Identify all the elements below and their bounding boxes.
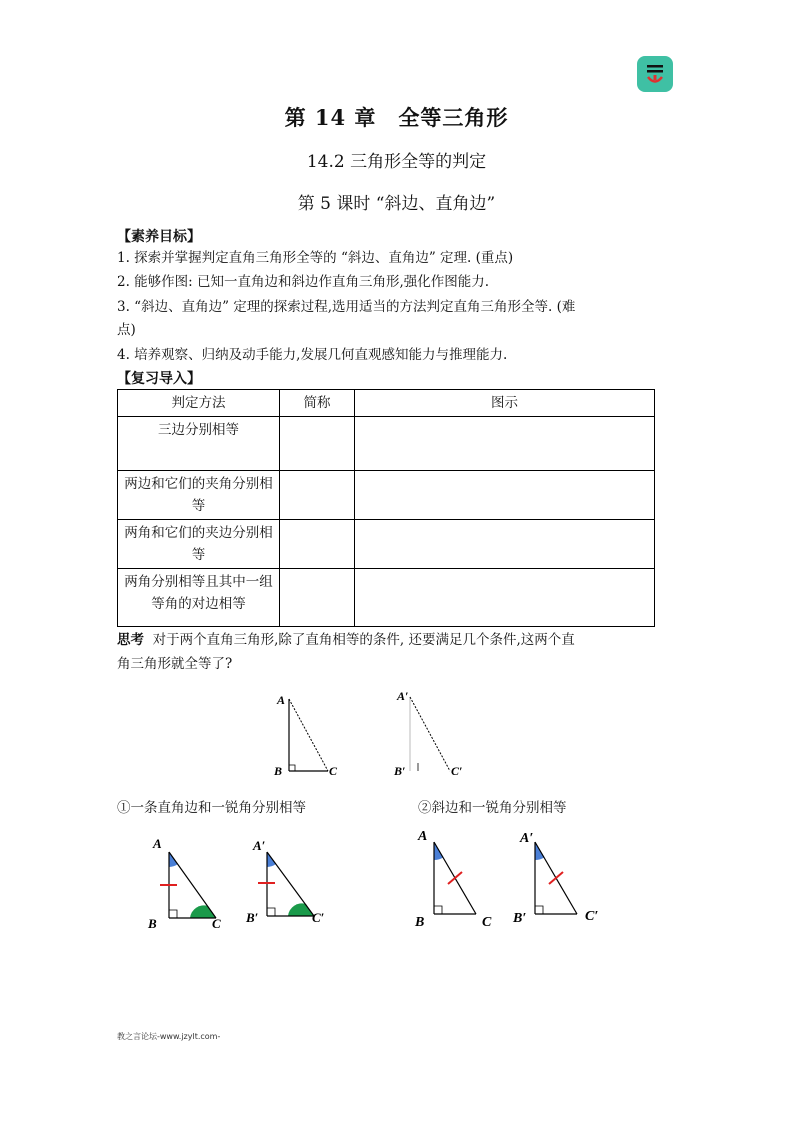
vertex-label-c: C: [329, 764, 338, 778]
table-cell: 两角分别相等且其中一组等角的对边相等: [118, 569, 280, 627]
case2-figure: [405, 822, 615, 932]
table-cell: [355, 417, 655, 471]
vertex-label-b: B: [415, 915, 425, 930]
table-cell: [355, 569, 655, 627]
vertex-label-b-prime: B′: [513, 911, 527, 926]
tick-mark: [448, 872, 462, 884]
goal-item: 2. 能够作图: 已知一直角边和斜边作直角三角形,强化作图能力.: [117, 274, 490, 290]
case1-triangle-abc: [147, 836, 221, 931]
think-label: 思考: [117, 632, 144, 648]
vertex-label-c-prime: C′: [451, 764, 463, 778]
vertex-label-b: B: [148, 916, 157, 931]
review-heading: 【复习导入】: [117, 371, 201, 387]
vertex-label-b-prime: B′: [394, 764, 406, 778]
triangle-pair-figure: [260, 685, 480, 780]
table-row: [118, 569, 655, 627]
table-cell: 三边分别相等: [118, 417, 280, 471]
think-text-line2: 角三角形就全等了?: [117, 656, 233, 672]
goal-item: 1. 探索并掌握判定直角三角形全等的 “斜边、直角边” 定理. (重点): [117, 250, 514, 266]
chapter-title: 第 14 章 全等三角形: [284, 105, 509, 130]
think-paragraph: [117, 629, 677, 651]
table-cell: 两角和它们的夹边分别相等: [118, 520, 280, 569]
column-header: 图示: [355, 390, 655, 417]
footer-text: 教之言论坛-www.jzylt.com-: [117, 1032, 221, 1041]
goal-item: 点): [117, 322, 136, 338]
case2-caption: ②斜边和一锐角分别相等: [418, 800, 567, 816]
case1-triangle-a2b2c2: [245, 838, 325, 925]
vertex-label-a: A: [277, 693, 286, 707]
case1-caption: ①一条直角边和一锐角分别相等: [117, 800, 306, 816]
column-header: 简称: [280, 390, 355, 417]
vertex-label-a: A: [153, 836, 162, 851]
table-cell: [280, 569, 355, 627]
vertex-label-b-prime: B′: [246, 910, 259, 925]
table-cell: [355, 471, 655, 520]
table-row: [118, 471, 655, 520]
section-title: 14.2 三角形全等的判定: [306, 152, 487, 172]
column-header: 判定方法: [118, 390, 280, 417]
review-table: [117, 389, 655, 627]
case2-triangle-abc: [414, 829, 492, 930]
goal-item: 3. “斜边、直角边” 定理的探索过程,选用适当的方法判定直角三角形全等. (难: [117, 299, 576, 315]
table-cell: [280, 520, 355, 569]
case1-figure: [140, 830, 340, 935]
table-header-row: [118, 390, 655, 417]
vertex-label-a-prime: A′: [253, 838, 266, 853]
vertex-label-a: A: [418, 829, 428, 844]
vertex-label-c-prime: C′: [312, 910, 325, 925]
site-logo: [637, 56, 673, 92]
vertex-label-c: C: [212, 916, 221, 931]
table-cell: [355, 520, 655, 569]
table-row: [118, 520, 655, 569]
tick-mark: [549, 872, 563, 884]
goal-item: 4. 培养观察、归纳及动手能力,发展几何直观感知能力与推理能力.: [117, 347, 508, 363]
vertex-label-c-prime: C′: [585, 909, 599, 924]
table-cell: [280, 417, 355, 471]
vertex-label-b: B: [274, 764, 283, 778]
lesson-title: 第 5 课时 “斜边、直角边”: [297, 194, 496, 214]
case2-triangle-a2b2c2: [512, 831, 598, 926]
goals-heading: 【素养目标】: [117, 229, 201, 245]
table-cell: 两边和它们的夹角分别相等: [118, 471, 280, 520]
table-row: [118, 417, 655, 471]
table-cell: [280, 471, 355, 520]
triangle-abc: [273, 693, 338, 778]
vertex-label-a-prime: A′: [520, 831, 534, 846]
think-text: 对于两个直角三角形,除了直角相等的条件, 还要满足几个条件,这两个直: [152, 632, 575, 648]
vertex-label-c: C: [482, 915, 492, 930]
triangle-a2b2c2: [393, 689, 462, 778]
vertex-label-a-prime: A′: [397, 689, 409, 703]
